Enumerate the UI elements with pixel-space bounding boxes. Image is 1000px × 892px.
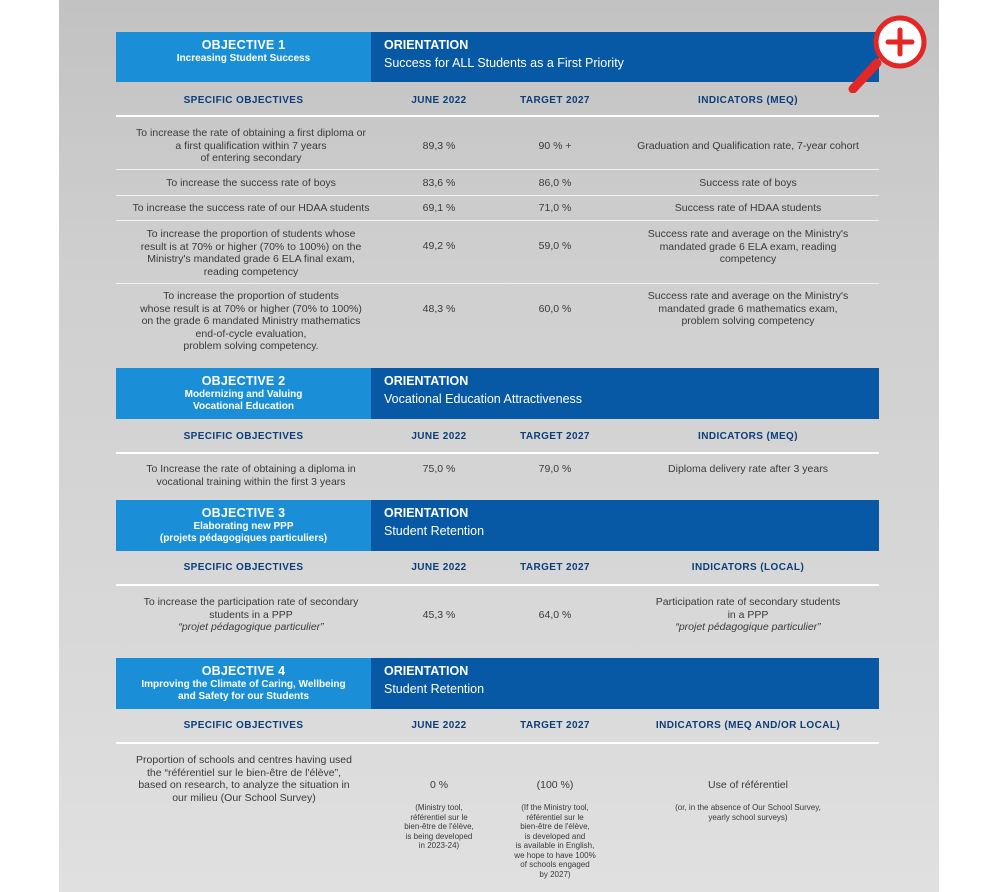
- orientation-3-box: [371, 500, 879, 551]
- header-specific-objectives: SPECIFIC OBJECTIVES: [183, 431, 304, 442]
- table-row-target: 71,0 %: [538, 202, 572, 214]
- header-indicators: INDICATORS (LOCAL): [691, 562, 805, 573]
- table-row-target: 59,0 %: [538, 240, 572, 252]
- table-row-target: 86,0 %: [538, 177, 572, 189]
- objective-3-banner: [116, 500, 879, 551]
- table-row-june: 69,1 %: [422, 202, 456, 214]
- table-row-june: 49,2 %: [422, 240, 456, 252]
- header-rule: [116, 742, 879, 744]
- header-indicators: INDICATORS (MEQ): [698, 95, 798, 106]
- table-row-target: 79,0 %: [538, 463, 572, 475]
- header-specific-objectives: SPECIFIC OBJECTIVES: [183, 562, 304, 573]
- objective-subtitle: Improving the Climate of Caring, Wellbeing and Safety for our Students: [141, 679, 346, 702]
- orientation-label: ORIENTATION: [384, 664, 469, 678]
- row-divider: [116, 169, 879, 170]
- table-row-indicator: Success rate and average on the Ministry's mandated grade 6 ELA exam, reading competency: [647, 228, 849, 265]
- objective-subtitle: Elaborating new PPP (projets pédagogiques particuliers): [159, 521, 328, 544]
- header-june-2022: JUNE 2022: [411, 562, 467, 573]
- header-target-2027: TARGET 2027: [520, 431, 590, 442]
- table-row-indicator: Success rate and average on the Ministry's mandated grade 6 mathematics exam, problem solving competency: [647, 290, 849, 327]
- table-row-indicator: Participation rate of secondary students in a PPP “projet pédagogique particulier”: [655, 596, 841, 633]
- orientation-text: Vocational Education Attractiveness: [384, 392, 583, 406]
- target-footnote: (If the Ministry tool, référentiel sur le bien-être de l'élève, is developed and is available in English, we hope to have 100% of schools engaged by 2027): [514, 803, 596, 879]
- orientation-1-box: [371, 32, 879, 82]
- table-row-june: 0 %: [429, 779, 449, 791]
- header-indicators: INDICATORS (MEQ): [698, 431, 798, 442]
- objective-4-box: [116, 658, 371, 709]
- objective-title: OBJECTIVE 3: [201, 506, 286, 520]
- objective-2-box: [116, 368, 371, 419]
- row-divider: [116, 220, 879, 221]
- table-row-target: (100 %): [536, 779, 574, 791]
- orientation-label: ORIENTATION: [384, 374, 469, 388]
- table-row-objective: To increase the participation rate of secondary students in a PPP “projet pédagogique particulier”: [143, 596, 359, 633]
- table-row-indicator: Graduation and Qualification rate, 7-year cohort: [637, 140, 859, 152]
- header-target-2027: TARGET 2027: [520, 720, 590, 731]
- row-divider: [116, 283, 879, 284]
- header-june-2022: JUNE 2022: [411, 720, 467, 731]
- table-row-objective: To increase the success rate of our HDAA students: [132, 202, 370, 214]
- orientation-4-box: [371, 658, 879, 709]
- header-rule: [116, 452, 879, 454]
- table-row-target: 60,0 %: [538, 303, 572, 315]
- table-row-june: 45,3 %: [422, 609, 456, 621]
- zoom-in-button[interactable]: [845, 13, 930, 93]
- table-row-june: 89,3 %: [422, 140, 456, 152]
- orientation-text: Student Retention: [384, 682, 485, 696]
- table-row-objective: To increase the success rate of boys: [166, 177, 336, 189]
- table-row-target: 64,0 %: [538, 609, 572, 621]
- table-row-objective: To increase the proportion of students whose result is at 70% or higher (70% to 100%) on the Ministry's mandated grade 6 ELA final exam, reading competency: [140, 228, 362, 278]
- table-row-target: 90 % +: [538, 140, 572, 152]
- objective-3-box: [116, 500, 371, 551]
- table-row-objective: To increase the rate of obtaining a first diploma or a first qualification within 7 years of entering secondary: [136, 127, 366, 164]
- objective-title: OBJECTIVE 1: [201, 38, 286, 52]
- objective-title: OBJECTIVE 4: [201, 664, 286, 678]
- table-row-objective: To Increase the rate of obtaining a diploma in vocational training within the first 3 years: [146, 463, 356, 488]
- table-row-june: 48,3 %: [422, 303, 456, 315]
- objective-1-box: [116, 32, 371, 82]
- objective-subtitle: Increasing Student Success: [176, 53, 311, 64]
- june-footnote: (Ministry tool, référentiel sur le bien-être de l'élève, is being developed in 2023-24): [404, 803, 474, 850]
- header-specific-objectives: SPECIFIC OBJECTIVES: [183, 720, 304, 731]
- zoom-in-icon: [845, 13, 930, 93]
- table-row-indicator: Success rate of boys: [699, 177, 797, 189]
- orientation-label: ORIENTATION: [384, 506, 469, 520]
- objective-title: OBJECTIVE 2: [201, 374, 286, 388]
- orientation-2-box: [371, 368, 879, 419]
- header-specific-objectives: SPECIFIC OBJECTIVES: [183, 95, 304, 106]
- objective-subtitle: Modernizing and Valuing Vocational Education: [184, 389, 303, 412]
- orientation-text: Success for ALL Students as a First Priority: [384, 56, 624, 70]
- row-divider: [116, 195, 879, 196]
- table-row-june: 83,6 %: [422, 177, 456, 189]
- objective-1-banner: [116, 32, 879, 82]
- orientation-text: Student Retention: [384, 524, 485, 538]
- table-row-indicator: Success rate of HDAA students: [674, 202, 822, 214]
- orientation-label: ORIENTATION: [384, 38, 469, 52]
- table-row-objective: Proportion of schools and centres having used the “référentiel sur le bien-être de l'élève”, based on research, to analyze the situation in our milieu (Our School Survey): [136, 754, 352, 804]
- objective-2-banner: [116, 368, 879, 419]
- header-rule: [116, 584, 879, 586]
- header-target-2027: TARGET 2027: [520, 562, 590, 573]
- table-row-june: 75,0 %: [422, 463, 456, 475]
- header-indicators: INDICATORS (MEQ AND/OR LOCAL): [655, 720, 841, 731]
- table-row-indicator: Diploma delivery rate after 3 years: [668, 463, 828, 475]
- header-rule: [116, 115, 879, 117]
- table-row-objective: To increase the proportion of students whose result is at 70% or higher (70% to 100%) on the grade 6 mandated Ministry mathematics end-of-cycle evaluation, problem solving competency.: [140, 290, 362, 352]
- objective-4-banner: [116, 658, 879, 709]
- header-june-2022: JUNE 2022: [411, 431, 467, 442]
- header-target-2027: TARGET 2027: [520, 95, 590, 106]
- header-june-2022: JUNE 2022: [411, 95, 467, 106]
- table-row-indicator: Use of référentiel: [708, 779, 788, 791]
- indicator-footnote: (or, in the absence of Our School Survey, yearly school surveys): [675, 803, 821, 822]
